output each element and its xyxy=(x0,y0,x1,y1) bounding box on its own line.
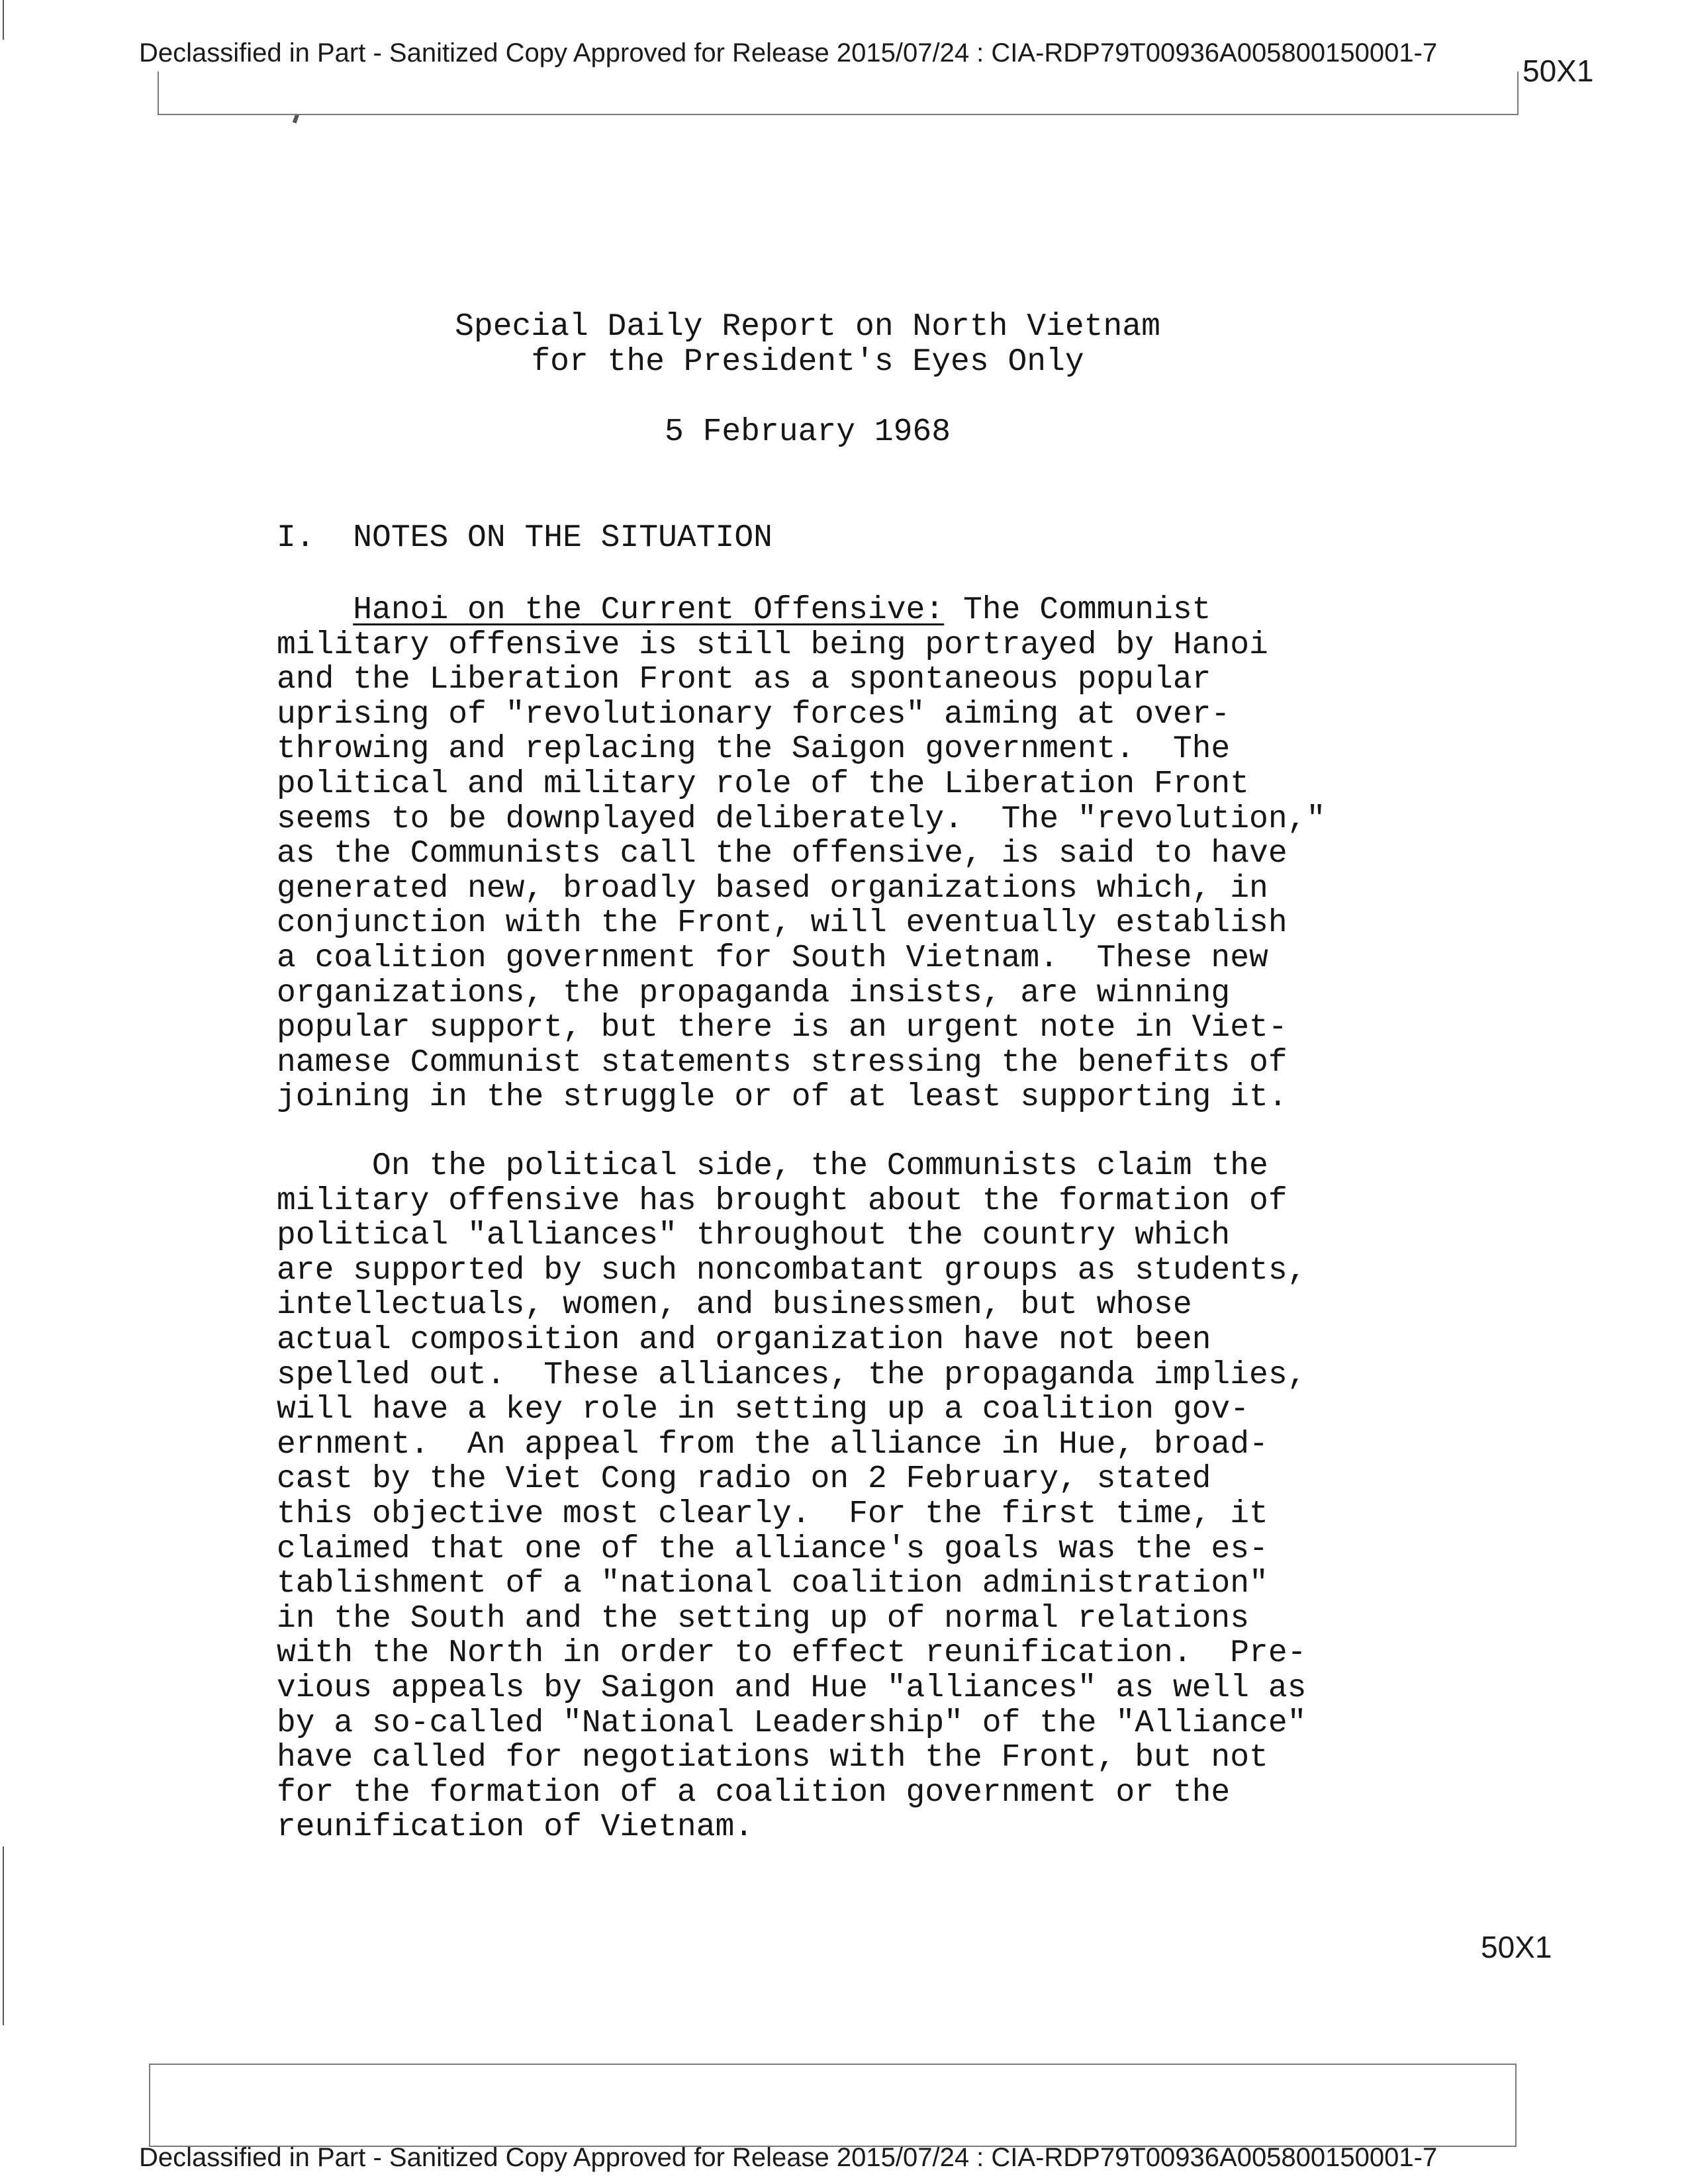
paragraph-line: military offensive has brought about the formation of xyxy=(277,1183,1288,1219)
paragraph-line: actual composition and organization have not been xyxy=(277,1322,1211,1358)
paragraph-line: joining in the struggle or of at least supporting it. xyxy=(277,1079,1288,1116)
paragraph-line: military offensive is still being portrayed by Hanoi xyxy=(277,627,1268,663)
exemption-code-top: 50X1 xyxy=(1523,54,1594,88)
report-title xyxy=(0,310,1615,380)
paragraph-line: for the formation of a coalition government or the xyxy=(277,1774,1231,1811)
paragraph-line: political and military role of the Liberation Front xyxy=(277,766,1250,802)
paragraph-line: conjunction with the Front, will eventually establish xyxy=(277,905,1288,942)
paragraph-line: organizations, the propaganda insists, are winning xyxy=(277,975,1231,1011)
title-line: Special Daily Report on North Vietnam xyxy=(455,309,1160,345)
declassification-stamp-top: Declassified in Part - Sanitized Copy Approved for Release 2015/07/24 : CIA-RDP79T00936A005800150001-7 xyxy=(139,38,1438,68)
paragraph-line: popular support, but there is an urgent note in Viet- xyxy=(277,1010,1288,1046)
paragraph-line: and the Liberation Front as a spontaneous popular xyxy=(277,662,1211,698)
exemption-code-bottom: 50X1 xyxy=(1481,1930,1552,1964)
paragraph-line: claimed that one of the alliance's goals was the es- xyxy=(277,1531,1268,1567)
paragraph-line: by a so-called "National Leadership" of the "Alliance" xyxy=(277,1705,1307,1741)
paragraph-line: throwing and replacing the Saigon government. The xyxy=(277,731,1231,768)
paragraph-line: Hanoi on the Current Offensive: The Communist xyxy=(353,592,1211,628)
paragraph-line: have called for negotiations with the Front, but not xyxy=(277,1740,1268,1776)
paragraph-line: political "alliances" throughout the country which xyxy=(277,1218,1231,1254)
paragraph-line: On the political side, the Communists claim the xyxy=(277,1148,1268,1184)
paragraph-line: seems to be downplayed deliberately. The "revolution," xyxy=(277,801,1326,837)
paragraph-line: tablishment of a "national coalition administration" xyxy=(277,1566,1268,1602)
paragraph-current-offensive xyxy=(277,593,1415,1115)
paragraph-line: vious appeals by Saigon and Hue "alliances" as well as xyxy=(277,1670,1307,1706)
paragraph-line: this objective most clearly. For the first time, it xyxy=(277,1496,1268,1532)
scan-mark xyxy=(3,0,4,40)
redaction-box-top xyxy=(158,71,1519,115)
title-line: for the President's Eyes Only xyxy=(531,344,1084,380)
paragraph-line: generated new, broadly based organizations which, in xyxy=(277,870,1268,907)
paragraph-line: with the North in order to effect reunification. Pre- xyxy=(277,1635,1307,1672)
paragraph-line: will have a key role in setting up a coalition gov- xyxy=(277,1392,1250,1428)
paragraph-line: namese Communist statements stressing the benefits of xyxy=(277,1044,1288,1081)
paragraph-political-side xyxy=(277,1149,1415,1845)
paragraph-line: in the South and the setting up of normal relations xyxy=(277,1600,1250,1637)
declassification-stamp-bottom: Declassified in Part - Sanitized Copy Approved for Release 2015/07/24 : CIA-RDP79T00936A005800150001-7 xyxy=(139,2143,1438,2172)
paragraph-line: intellectuals, women, and businessmen, but whose xyxy=(277,1287,1192,1324)
paragraph-line: are supported by such noncombatant groups as students, xyxy=(277,1252,1307,1289)
paragraph-line: reunification of Vietnam. xyxy=(277,1809,754,1846)
paragraph-line: as the Communists call the offensive, is said to have xyxy=(277,836,1288,872)
report-date: 5 February 1968 xyxy=(664,414,951,450)
paragraph-line: ernment. An appeal from the alliance in Hue, broad- xyxy=(277,1426,1268,1463)
paragraph-line: spelled out. These alliances, the propaganda implies, xyxy=(277,1357,1307,1393)
paragraph-line: cast by the Viet Cong radio on 2 February, stated xyxy=(277,1461,1211,1498)
paragraph-heading: Hanoi on the Current Offensive: xyxy=(353,592,945,628)
scan-mark xyxy=(3,1846,4,2025)
section-heading: I. NOTES ON THE SITUATION xyxy=(277,520,773,556)
paragraph-line: a coalition government for South Vietnam. These new xyxy=(277,940,1268,976)
redaction-box-bottom xyxy=(149,2064,1517,2147)
paragraph-line: uprising of "revolutionary forces" aiming at over- xyxy=(277,696,1231,733)
